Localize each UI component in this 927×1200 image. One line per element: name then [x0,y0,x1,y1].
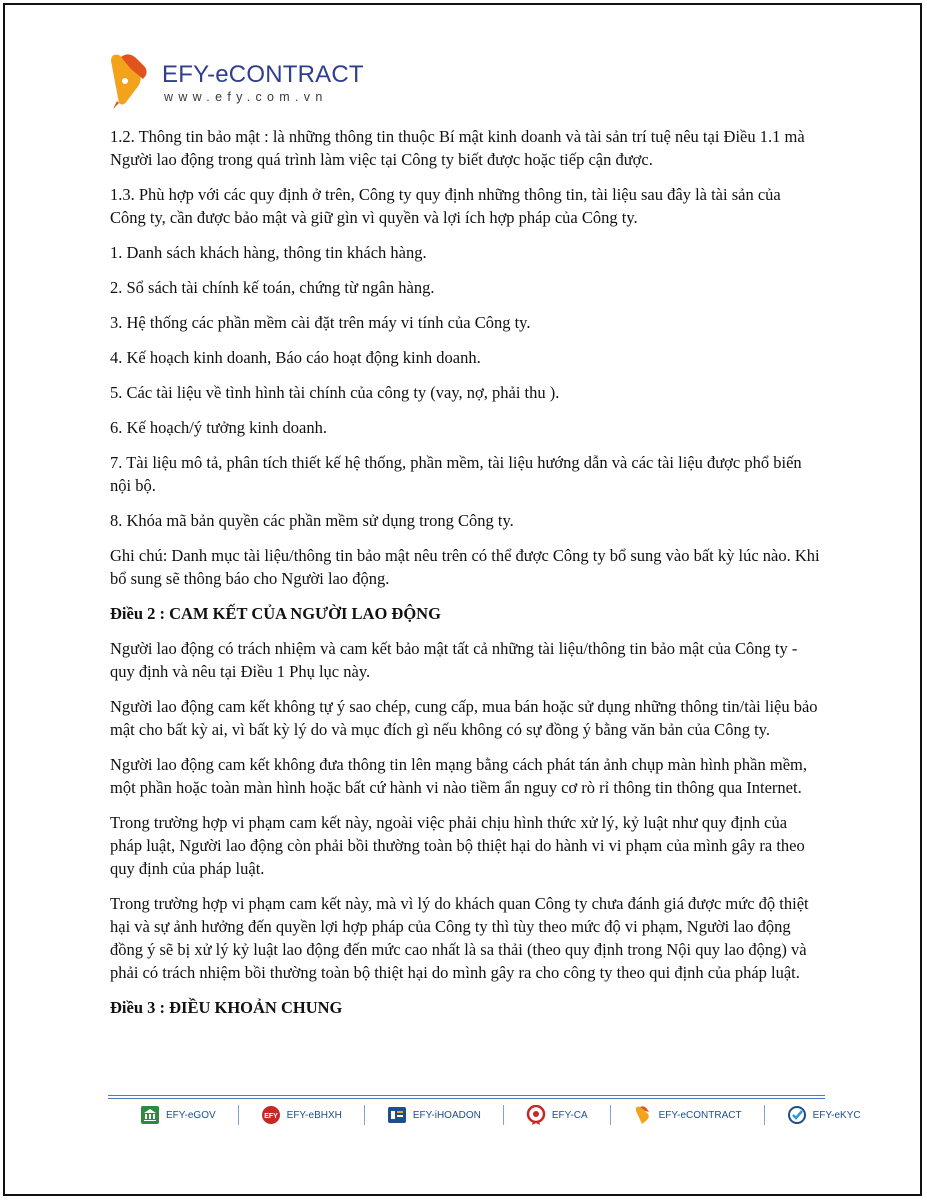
footer-separator [764,1105,765,1125]
paragraph: 1.3. Phù hợp với các quy định ở trên, Công ty quy định những thông tin, tài liệu sau đây là tài sản của Công ty, cần được bảo mật và giữ gìn vì quyền và lợi ích hợp pháp của Công ty. [110,185,781,227]
footer-divider [108,1095,825,1096]
certificate-seal-icon [526,1105,546,1125]
list-item: 4. Kế hoạch kinh doanh, Báo cáo hoạt động kinh doanh. [110,348,481,367]
footer-item-ihoadon [387,1105,481,1125]
invoice-icon [387,1105,407,1125]
footer-item-label: EFY-eGOV [166,1109,216,1121]
brand-website: www.efy.com.vn [164,90,328,104]
paragraph: 1.2. Thông tin bảo mật : là những thông tin thuộc Bí mật kinh doanh và tài sản trí tuệ nêu tại Điều 1.1 mà Người lao động trong quá trình làm việc tại Công ty biết được hoặc tiếp cận được. [110,127,805,169]
pen-nib-logo-icon [107,53,155,111]
document-body [110,125,820,1031]
footer-item-label: EFY-iHOADON [412,1109,481,1121]
paragraph: Trong trường hợp vi phạm cam kết này, ngoài việc phải chịu hình thức xử lý, kỷ luật như quy định của pháp luật, Người lao động còn phải bồi thường toàn bộ thiệt hại do hành vi vi phạm của mình gây ra theo quy định của pháp luật. [110,813,805,878]
list-item: 5. Các tài liệu về tình hình tài chính của công ty (vay, nợ, phải thu ). [110,383,560,402]
footer-item-label: EFY-CA [551,1109,588,1121]
note-paragraph: Ghi chú: Danh mục tài liệu/thông tin bảo mật nêu trên có thể được Công ty bổ sung vào bất kỳ lúc nào. Khi bổ sung sẽ thông báo cho Người lao động. [110,546,820,588]
paragraph: Trong trường hợp vi phạm cam kết này, mà vì lý do khách quan Công ty chưa đánh giá được mức độ thiệt hại và sự ảnh hưởng đến quyền lợi hợp pháp của Công ty thì tùy theo mức độ vi phạm, Người lao động đồng ý sẽ bị xử lý kỷ luật lao động đến mức cao nhất là sa thải (theo quy định trong Nội quy lao động) và phải có trách nhiệm bồi thường toàn bộ thiệt hại do mình gây ra cho công ty theo qui định của pháp luật. [110,894,809,982]
footer-item-label: EFY-eKYC [812,1109,861,1121]
footer-item-egov [140,1105,216,1125]
footer-divider [108,1098,825,1099]
brand-name: EFY-eCONTRACT [162,61,364,88]
footer-product-bar [140,1102,883,1128]
government-building-icon [140,1105,160,1125]
pen-nib-icon [633,1105,653,1125]
list-item: 2. Sổ sách tài chính kế toán, chứng từ ngân hàng. [110,278,435,297]
footer-separator [610,1105,611,1125]
paragraph: Người lao động cam kết không tự ý sao chép, cung cấp, mua bán hoặc sử dụng những thông tin/tài liệu bảo mật cho bất kỳ ai, vì bất kỳ lý do và mục đích gì nếu không có sự đồng ý bằng văn bản của Công ty. [110,697,818,739]
footer-item-ekyc [787,1105,861,1125]
list-item: 1. Danh sách khách hàng, thông tin khách hàng. [110,243,427,262]
footer-item-ebhxh [261,1105,342,1125]
footer-separator [503,1105,504,1125]
verified-check-icon [787,1105,807,1125]
list-item: 6. Kế hoạch/ý tưởng kinh doanh. [110,418,328,437]
list-item: 7. Tài liệu mô tả, phân tích thiết kế hệ thống, phần mềm, tài liệu hướng dẫn và các tài liệu được phổ biến nội bộ. [110,453,802,495]
list-item: 8. Khóa mã bản quyền các phần mềm sử dụng trong Công ty. [110,511,514,530]
footer-separator [238,1105,239,1125]
section-heading: Điều 3 : ĐIỀU KHOẢN CHUNG [110,998,343,1017]
section-heading: Điều 2 : CAM KẾT CỦA NGƯỜI LAO ĐỘNG [110,604,441,623]
paragraph: Người lao động có trách nhiệm và cam kết bảo mật tất cả những tài liệu/thông tin bảo mật của Công ty - quy định và nêu tại Điều 1 Phụ lục này. [110,639,798,681]
paragraph: Người lao động cam kết không đưa thông tin lên mạng bằng cách phát tán ảnh chụp màn hình phần mềm, một phần hoặc toàn màn hình hoặc bất cứ hành vi nào tiềm ẩn nguy cơ rò rỉ thông tin thông qua Internet. [110,755,807,797]
footer-item-label: EFY-eCONTRACT [658,1109,742,1121]
list-item: 3. Hệ thống các phần mềm cài đặt trên máy vi tính của Công ty. [110,313,531,332]
footer-separator [364,1105,365,1125]
footer-item-econtract [633,1105,742,1125]
efy-badge-icon [261,1105,281,1125]
footer-item-label: EFY-eBHXH [286,1109,342,1121]
svg-text:EFY: EFY [263,1113,278,1120]
footer-item-ca [526,1105,588,1125]
